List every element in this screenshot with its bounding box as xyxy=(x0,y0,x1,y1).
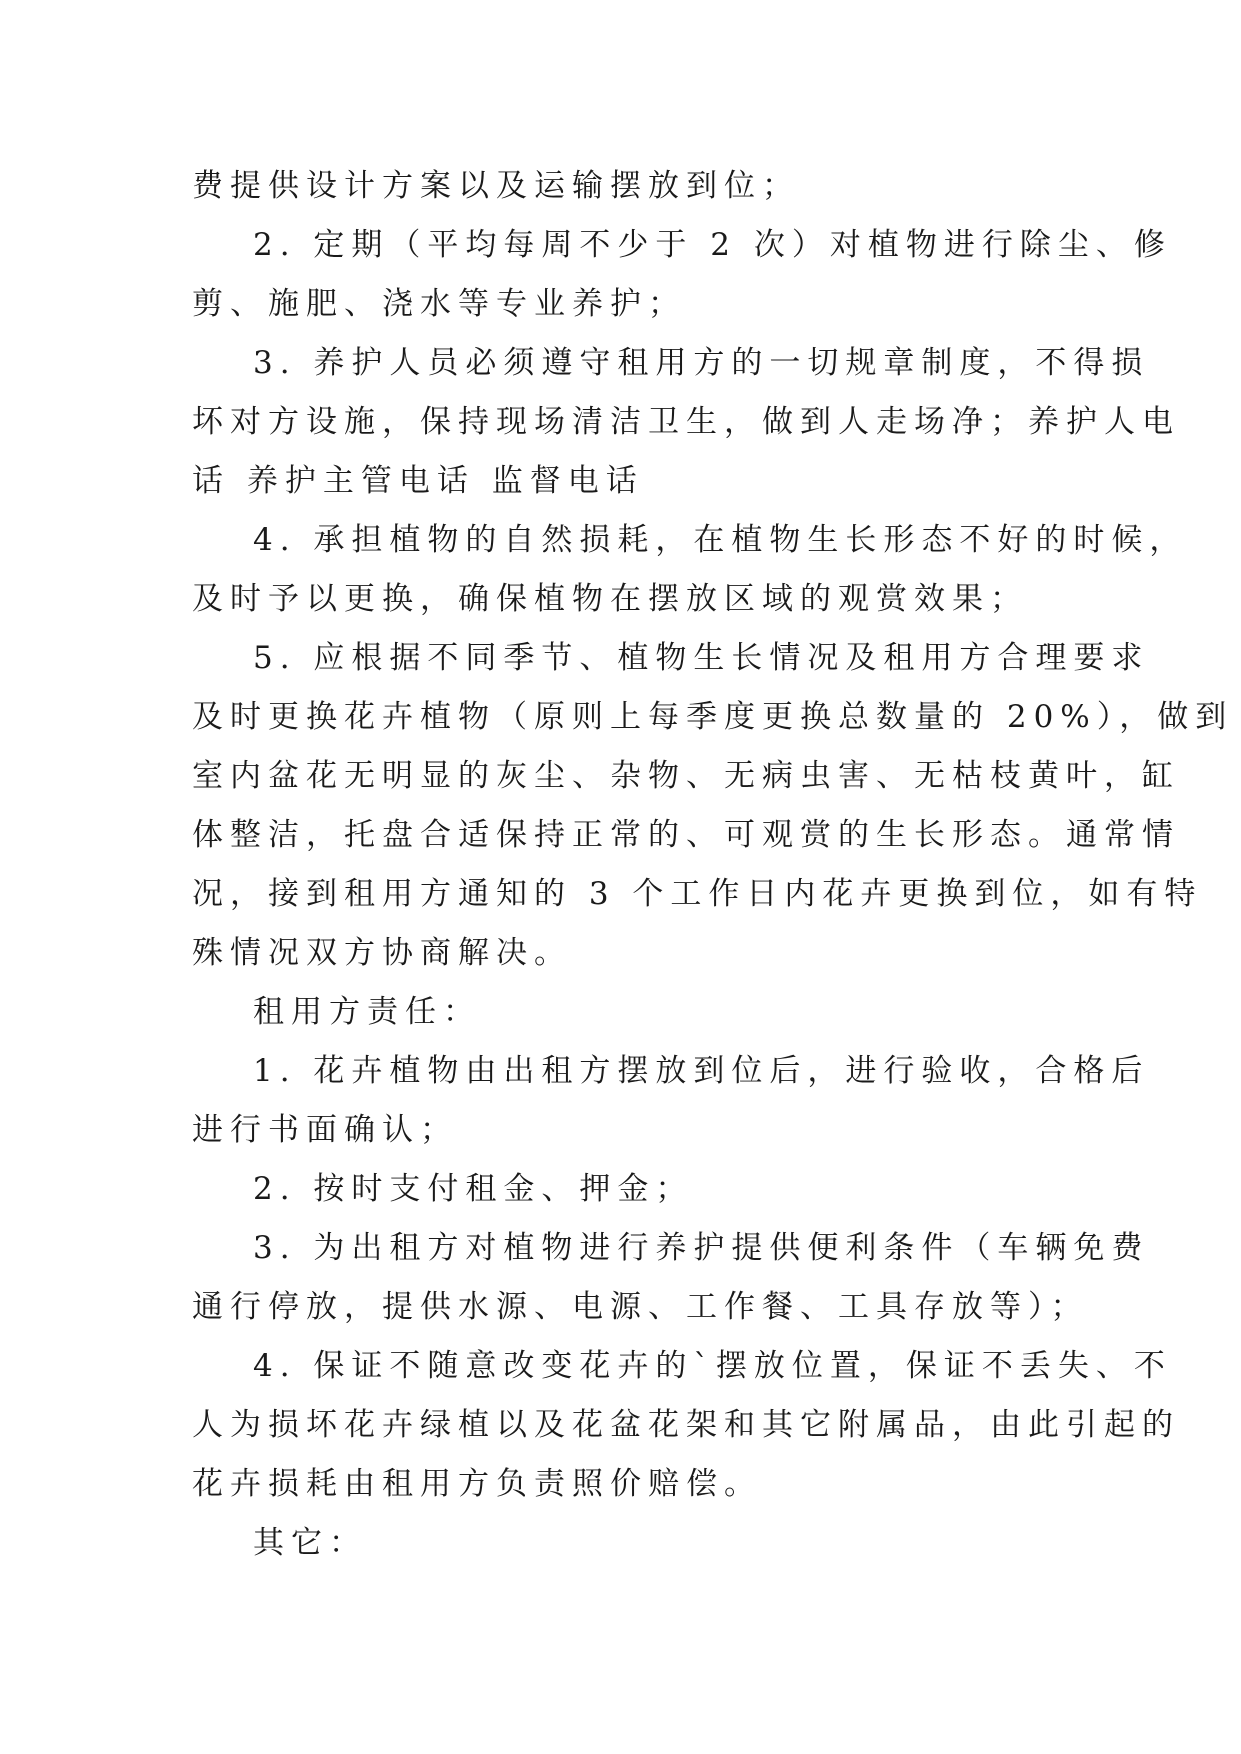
text-line: 3. 养护人员必须遵守租用方的一切规章制度，不得损 xyxy=(253,345,1150,381)
text-line: 1. 花卉植物由出租方摆放到位后，进行验收，合格后 xyxy=(253,1053,1150,1089)
text-line: 通行停放，提供水源、电源、工作餐、工具存放等）； xyxy=(192,1289,1089,1325)
text-line: 费提供设计方案以及运输摆放到位； xyxy=(192,168,800,204)
text-line: 及时更换花卉植物（原则上每季度更换总数量的 20%），做到 xyxy=(192,699,1234,735)
text-line: 体整洁，托盘合适保持正常的、可观赏的生长形态。通常情 xyxy=(192,817,1180,853)
text-line: 殊情况双方协商解决。 xyxy=(192,935,572,971)
text-line: 5. 应根据不同季节、植物生长情况及租用方合理要求 xyxy=(253,640,1150,676)
text-line: 3. 为出租方对植物进行养护提供便利条件（车辆免费 xyxy=(253,1230,1150,1266)
text-line: 2. 定期（平均每周不少于 2 次）对植物进行除尘、修 xyxy=(253,227,1172,263)
section-heading: 租用方责任： xyxy=(253,994,481,1030)
text-line: 进行书面确认； xyxy=(192,1112,458,1148)
text-line: 话 养护主管电话 监督电话 xyxy=(192,463,644,499)
text-line: 及时予以更换，确保植物在摆放区域的观赏效果； xyxy=(192,581,1028,617)
text-line: 剪、施肥、浇水等专业养护； xyxy=(192,286,686,322)
section-heading: 其它： xyxy=(253,1525,367,1561)
text-line: 坏对方设施，保持现场清洁卫生，做到人走场净；养护人电 xyxy=(192,404,1180,440)
text-line: 花卉损耗由租用方负责照价赔偿。 xyxy=(192,1466,762,1502)
text-line: 况，接到租用方通知的 3 个工作日内花卉更换到位，如有特 xyxy=(192,876,1203,912)
text-line: 人为损坏花卉绿植以及花盆花架和其它附属品，由此引起的 xyxy=(192,1407,1180,1443)
text-line: 4. 保证不随意改变花卉的`摆放位置，保证不丢失、不 xyxy=(253,1348,1172,1384)
text-line: 室内盆花无明显的灰尘、杂物、无病虫害、无枯枝黄叶，缸 xyxy=(192,758,1180,794)
text-line: 2. 按时支付租金、押金； xyxy=(253,1171,694,1207)
text-line: 4. 承担植物的自然损耗，在植物生长形态不好的时候， xyxy=(253,522,1188,558)
